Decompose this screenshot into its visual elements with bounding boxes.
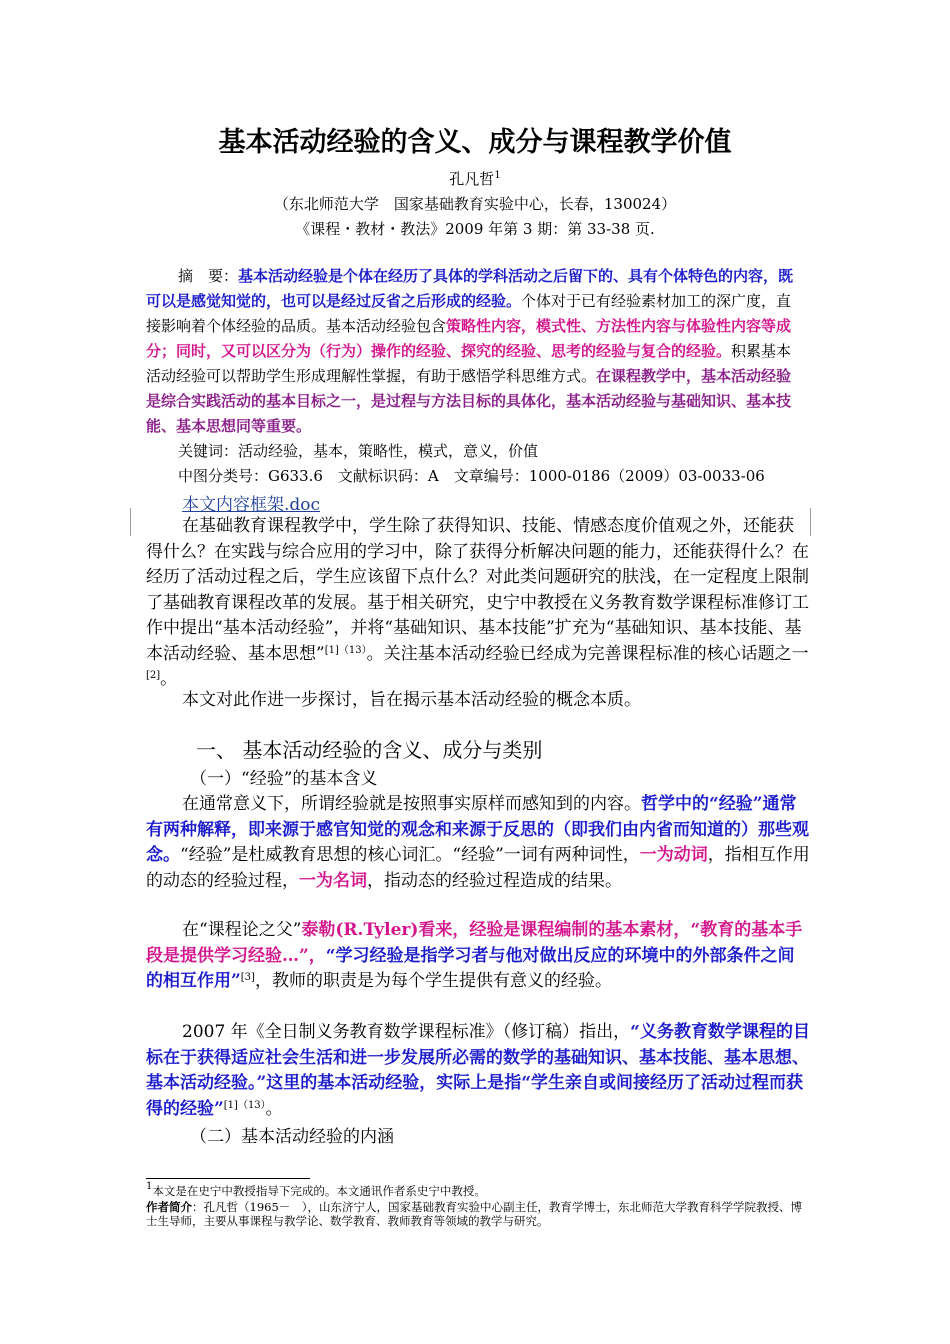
intro-text-1: 在基础教育课程教学中，学生除了获得知识、技能、情感态度价值观之外，还能获得什么？在实践与综合应用的学习中，除了获得分析解决问题的能力，还能获得什么？在经历了活动过程之后，学生应该留下点什么？对此类问题研究的肤浅，在一定程度上限制了基础教育课程改革的发展。基于相关研究，史宁中教授在义务教育数学课程标准修订工作中提出“基本活动经验”，并将“基础知识、基本技能”扩充为“基础知识、基本技能、基本活动经验、基本思想” (146, 516, 809, 664)
abstract (146, 264, 806, 439)
section-1-paragraph-3 (146, 1020, 810, 1122)
experience-definition: 在通常意义下，所谓经验就是按照事实原样而感知到的内容。 (182, 794, 641, 814)
standard-end: 。 (265, 1098, 283, 1119)
author-bio-text: ：孔凡哲（1965－ ），山东济宁人，国家基础教育实验中心副主任，教育学博士，东北师范大学教育科学学院教授、博士生导师，主要从事课程与教学论、数学教育、教师教育等领域的教学与研究。 (146, 1200, 803, 1228)
abstract-sentence-2: 个体对于已有经验素材加工的深广度，直接影响着个体经验的品质。基本活动经验包含 (146, 292, 792, 335)
subsection-1-heading: （一）“经验”的基本含义 (190, 769, 378, 789)
abstract-sentence-4: 积累基本活动经验可以帮助学生形成理解性掌握，有助于感悟学科思维方式。 (146, 342, 792, 385)
footnote-1 (146, 1181, 810, 1198)
margin-marker-right (810, 508, 813, 536)
author-line (0, 168, 950, 189)
tyler-intro: 在“课程论之父” (182, 920, 302, 940)
standard-intro: 2007 年《全日制义务教育数学课程标准》（修订稿）指出， (182, 1022, 631, 1042)
intro-text-3: 。 (160, 669, 178, 689)
citation-1-13: [1]（13） (324, 644, 367, 656)
verb-term: 一为动词 (639, 845, 708, 865)
margin-marker-left (130, 508, 133, 536)
paper-title: 基本活动经验的含义、成分与课程教学价值 (218, 127, 732, 158)
affiliation: （东北师范大学 国家基础教育实验中心，长春，130024） (273, 195, 677, 213)
footnote-marker: 1 (146, 1181, 153, 1192)
tyler-view: 泰勒(R.Tyler)看来，经验是课程编制的基本素材，“教育的基本手段是提供学习经验…”， (146, 920, 803, 966)
intro-text-2: 。关注基本活动经验已经成为完善课程标准的核心话题之一 (366, 643, 809, 664)
keywords: 关键词：活动经验，基本，策略性，模式，意义，价值 (178, 442, 539, 460)
framework-doc-link[interactable]: 本文内容框架.doc (182, 495, 321, 515)
footnote-author-bio (146, 1200, 810, 1228)
section-1-paragraph-2 (146, 918, 810, 995)
teacher-duty-text: ，教师的职责是为每个学生提供有意义的经验。 (254, 971, 612, 991)
dewey-text: “经验”是杜威教育思想的核心词汇。“经验”一词有两种词性， (180, 845, 640, 865)
author-name: 孔凡哲 (449, 170, 495, 188)
classification-line: 中图分类号：G633.6 文献标识码：A 文章编号：1000-0186（2009）03-0033-06 (178, 467, 765, 485)
subsection-2-heading: （二）基本活动经验的内涵 (190, 1127, 394, 1147)
standard-quote: “义务教育数学课程的目标在于获得适应社会生活和进一步发展所必需的数学的基础知识、基本技能、基本思想、基本活动经验。”这里的基本活动经验，实际上是指“学生亲自或间接经历了活动过程而获得的经验” (146, 1022, 810, 1119)
footnote-separator (146, 1178, 310, 1179)
philosophy-explanation: 哲学中的“经验”通常有两种解释，即来源于感官知觉的观念和来源于反思的（即我们由内省而知道的）那些观念。 (146, 794, 809, 865)
noun-explanation: ，指动态的经验过程造成的结果。 (367, 870, 622, 891)
verb-explanation: ，指相互作用的动态的经验过程， (146, 845, 810, 891)
section-1-paragraph-1 (146, 792, 810, 894)
intro-paragraph-1 (146, 514, 810, 693)
footnote-1-text: 本文是在史宁中教授指导下完成的。本文通讯作者系史宁中教授。 (152, 1184, 486, 1198)
author-bio-label: 作者简介 (146, 1200, 192, 1214)
abstract-label: 摘 要： (178, 267, 239, 285)
noun-term: 一为名词 (299, 870, 367, 891)
abstract-sentence-3: 策略性内容，模式性、方法性内容与体验性内容等成分；同时，又可以区分为（行为）操作的经验、探究的经验、思考的经验与复合的经验。 (146, 317, 792, 360)
section-1-heading: 一、 基本活动经验的含义、成分与类别 (196, 738, 543, 762)
citation-2: [2] (146, 670, 161, 681)
learning-experience-quote: “学习经验是指学习者与他对做出反应的环境中的外部条件之间的相互作用” (146, 945, 795, 991)
abstract-sentence-1: 基本活动经验是个体在经历了具体的学科活动之后留下的、具有个体特色的内容，既可以是感觉知觉的，也可以是经过反省之后形成的经验。 (146, 267, 794, 310)
author-footnote-marker: 1 (494, 170, 501, 181)
citation-1-13b: [1]（13） (223, 1099, 266, 1111)
intro-paragraph-2: 本文对此作进一步探讨，旨在揭示基本活动经验的概念本质。 (182, 690, 641, 710)
source-citation: 《课程・教材・教法》2009 年第 3 期：第 33-38 页. (295, 220, 655, 238)
abstract-sentence-5: 在课程教学中，基本活动经验是综合实践活动的基本目标之一，是过程与方法目标的具体化，基本活动经验与基础知识、基本技能、基本思想同等重要。 (146, 367, 792, 435)
citation-3: [3] (240, 972, 255, 983)
